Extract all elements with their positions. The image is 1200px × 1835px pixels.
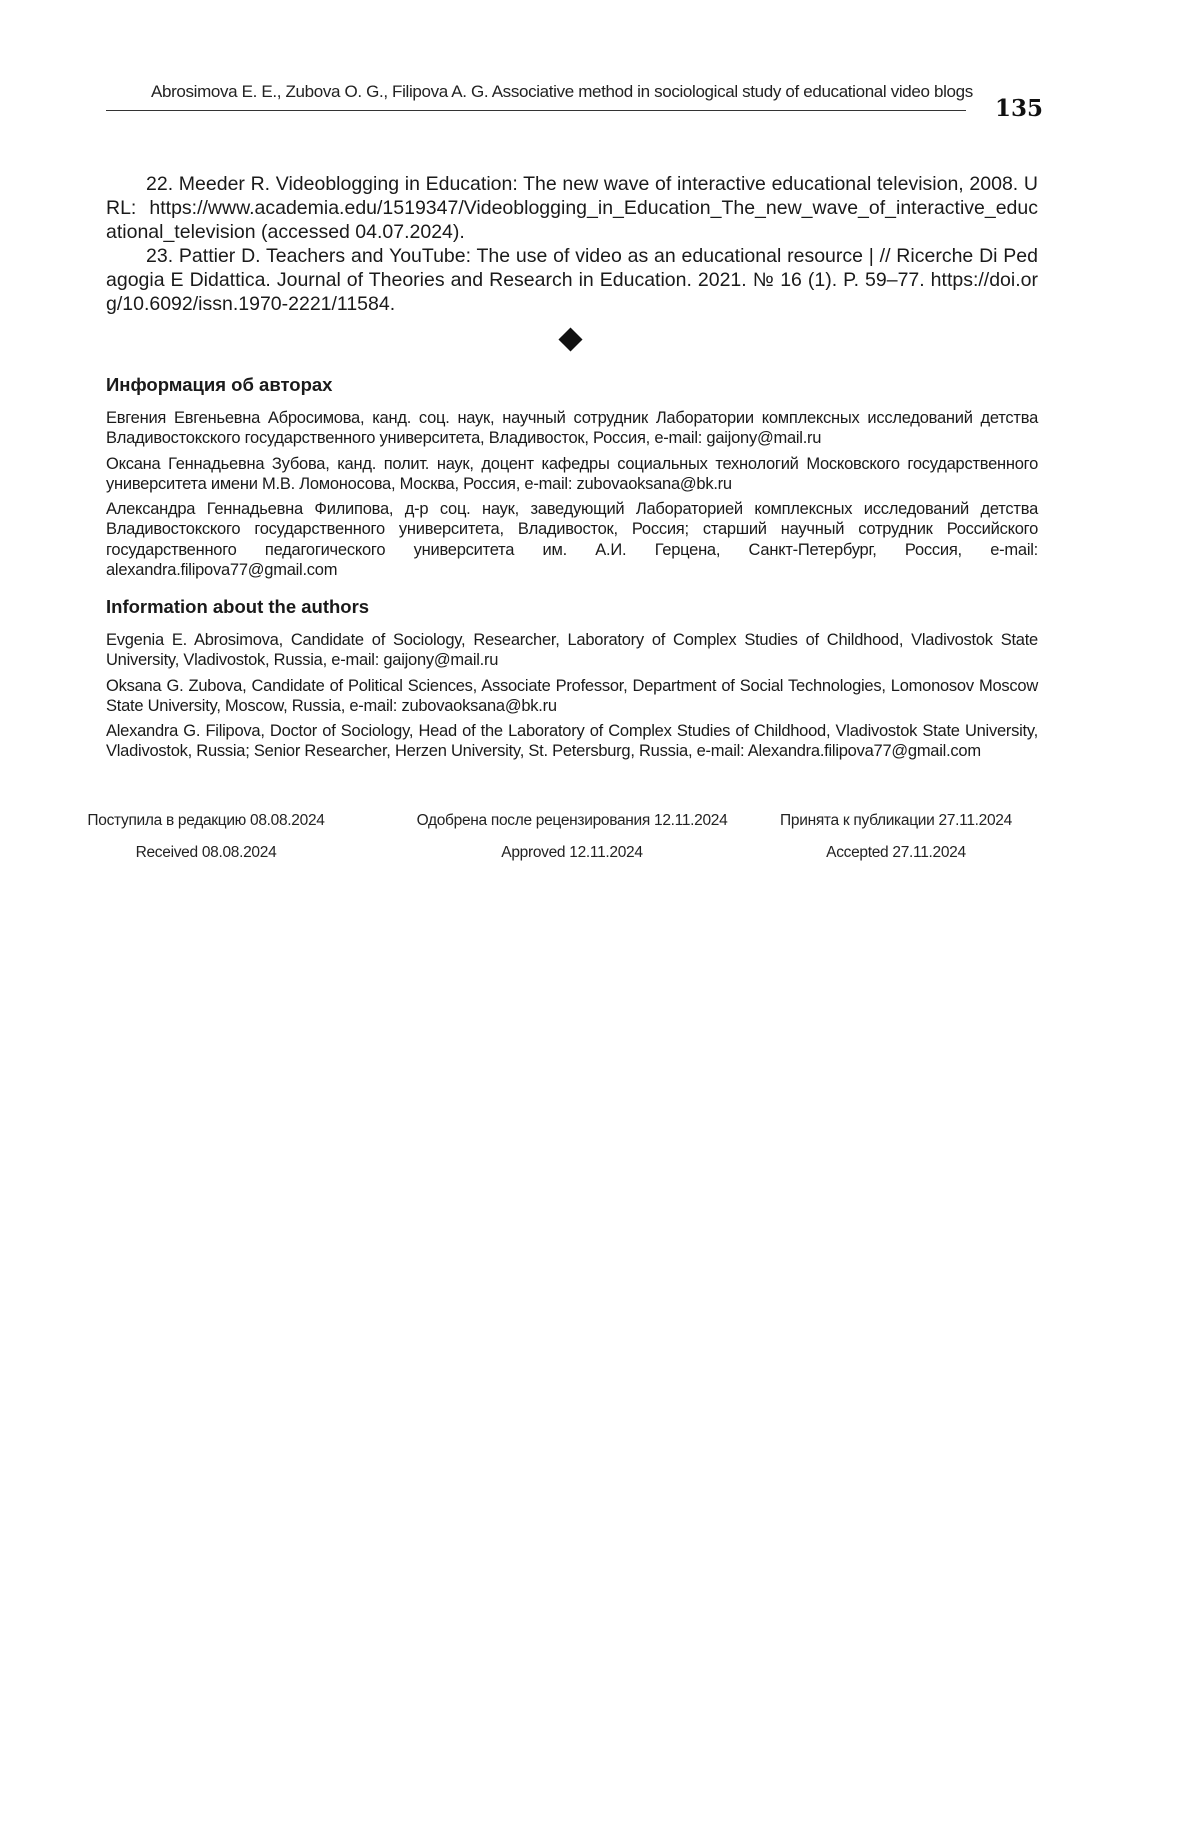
date-received-ru: Поступила в редакцию 08.08.2024 xyxy=(87,812,325,829)
author-en-item: Evgenia E. Abrosimova, Candidate of Sociology, Researcher, Laboratory of Complex Studies of Childhood, Vladivostok State University, Vladivostok, Russia, e-mail: gaijony@mail.ru xyxy=(106,631,1038,670)
date-accepted-ru: Принята к публикации 27.11.2024 xyxy=(780,812,1012,829)
running-header xyxy=(106,80,973,111)
date-received-en: Received 08.08.2024 xyxy=(135,844,277,861)
dates-en xyxy=(106,844,1038,866)
reference-item: 23. Pattier D. Teachers and YouTube: The use of video as an educational resource | // Ricerche Di Pedagogia E Didattica. Journal of Theories and Research in Education. 2021. № 16 (1). P. 59–77. https://doi.org/10.6092/issn.1970-2221/11584. xyxy=(106,245,1038,315)
author-en-item: Oksana G. Zubova, Candidate of Political Sciences, Associate Professor, Department of Social Technologies, Lomonosov Moscow State University, Moscow, Russia, e-mail: zubovaoksana@bk.ru xyxy=(106,676,1038,715)
dates-ru xyxy=(87,812,1038,834)
author-ru-item: Оксана Геннадьевна Зубова, канд. полит. наук, доцент кафедры социальных технологий Московского государственного университета имени М.В. Ломоносова, Москва, Россия, e-mail: zubovaoksana@bk.ru xyxy=(106,454,1038,493)
reference-list xyxy=(106,172,1038,316)
date-approved-en: Approved 12.11.2024 xyxy=(501,844,643,861)
author-ru-item: Александра Геннадьевна Филипова, д-р соц. наук, заведующий Лабораторией комплексных исследований детства Владивостокского государственного университета, Владивосток, Россия; старший научный сотрудник Российского государственного педагогического университета им. А.И. Герцена, Санкт-Петербург, Россия, e-mail: alexandra.filipova77@gmail.com xyxy=(106,500,1038,580)
running-title: Abrosimova E. E., Zubova O. G., Filipova A. G. Associative method in sociological study of educational video blogs xyxy=(151,82,973,101)
authors-en-title: Information about the authors xyxy=(106,596,370,617)
authors-ru-title: Информация об авторах xyxy=(106,374,333,395)
page-number: 135 xyxy=(995,95,1044,122)
authors-ru-list xyxy=(106,408,1038,585)
date-approved-ru: Одобрена после рецензирования 12.11.2024 xyxy=(416,812,728,829)
authors-en-list xyxy=(106,630,1038,767)
diamond-separator-icon xyxy=(558,327,582,351)
author-ru-item: Евгения Евгеньевна Абросимова, канд. соц. наук, научный сотрудник Лаборатории комплексных исследований детства Владивостокского государственного университета, Владивосток, Россия, e-mail: gaijony@mail.ru xyxy=(106,409,1038,448)
reference-item: 22. Meeder R. Videoblogging in Education: The new wave of interactive educational television, 2008. URL: https://www.academia.edu/1519347/Videoblogging_in_Education_The_new_wave_of_interactive_educational_television (accessed 04.07.2024). xyxy=(106,173,1038,243)
author-en-item: Alexandra G. Filipova, Doctor of Sociology, Head of the Laboratory of Complex Studies of Childhood, Vladivostok State University, Vladivostok, Russia; Senior Researcher, Herzen University, St. Petersburg, Russia, e-mail: Alexandra.filipova77@gmail.com xyxy=(106,722,1038,761)
date-accepted-en: Accepted 27.11.2024 xyxy=(826,844,966,861)
